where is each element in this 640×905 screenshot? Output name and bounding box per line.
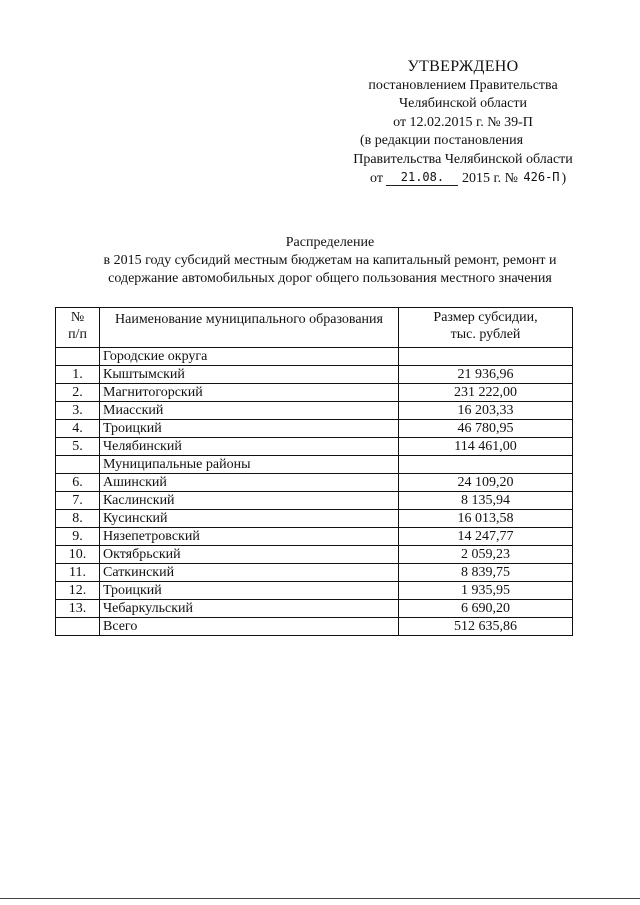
row-value: 24 109,20	[399, 474, 573, 492]
row-number: 4.	[56, 420, 100, 438]
approval-stamp: УТВЕРЖДЕНО	[407, 58, 519, 75]
row-number: 3.	[56, 402, 100, 420]
city-rows	[56, 366, 573, 456]
district-rows	[56, 474, 573, 618]
row-value: 1 935,95	[399, 582, 573, 600]
section-row-city	[56, 348, 573, 366]
table-row	[56, 420, 573, 438]
approval-line-2: Челябинской области	[399, 96, 527, 112]
row-name: Миасский	[100, 402, 399, 420]
section-district-label: Муниципальные районы	[100, 456, 399, 474]
row-value: 231 222,00	[399, 384, 573, 402]
table-row	[56, 600, 573, 618]
approval-block	[338, 58, 588, 188]
table-row	[56, 528, 573, 546]
table-row	[56, 510, 573, 528]
date-suffix: 2015 г. №	[461, 170, 518, 186]
table-row	[56, 366, 573, 384]
row-value: 6 690,20	[399, 600, 573, 618]
row-value: 2 059,23	[399, 546, 573, 564]
row-number: 11.	[56, 564, 100, 582]
date-prefix: от	[370, 170, 383, 186]
row-name: Нязепетровский	[100, 528, 399, 546]
approval-line-4: (в редакции постановления	[360, 133, 524, 149]
row-number: 13.	[56, 600, 100, 618]
row-value: 46 780,95	[399, 420, 573, 438]
row-value: 16 203,33	[399, 402, 573, 420]
row-number: 7.	[56, 492, 100, 510]
row-name: Ашинский	[100, 474, 399, 492]
table-row	[56, 384, 573, 402]
row-number: 2.	[56, 384, 100, 402]
header-number: № п/п	[56, 308, 100, 348]
amendment-date-line	[338, 170, 588, 189]
table-row	[56, 474, 573, 492]
row-name: Чебаркульский	[100, 600, 399, 618]
document-title	[60, 234, 600, 289]
section-row-district	[56, 456, 573, 474]
row-value: 114 461,00	[399, 438, 573, 456]
row-number: 5.	[56, 438, 100, 456]
row-number: 8.	[56, 510, 100, 528]
subsidy-table	[55, 307, 573, 636]
amendment-date: 21.08.	[386, 170, 458, 186]
row-number: 1.	[56, 366, 100, 384]
row-value: 8 839,75	[399, 564, 573, 582]
row-name: Кусинский	[100, 510, 399, 528]
page-edge-line	[0, 898, 640, 899]
title-line-2: в 2015 году субсидий местным бюджетам на капитальный ремонт, ремонт и	[103, 253, 557, 269]
row-name: Челябинский	[100, 438, 399, 456]
row-number: 6.	[56, 474, 100, 492]
header-name: Наименование муниципального образования	[100, 308, 399, 348]
table-row	[56, 438, 573, 456]
row-value: 14 247,77	[399, 528, 573, 546]
row-name: Троицкий	[100, 582, 399, 600]
row-number: 10.	[56, 546, 100, 564]
table-row	[56, 492, 573, 510]
table-header-row	[56, 308, 573, 348]
row-name: Октябрьский	[100, 546, 399, 564]
table-row	[56, 582, 573, 600]
row-name: Кыштымский	[100, 366, 399, 384]
table-row	[56, 546, 573, 564]
row-value: 8 135,94	[399, 492, 573, 510]
section-city-label: Городские округа	[100, 348, 399, 366]
total-row	[56, 618, 573, 636]
row-value: 21 936,96	[399, 366, 573, 384]
total-value: 512 635,86	[399, 618, 573, 636]
table-row	[56, 402, 573, 420]
table-row	[56, 564, 573, 582]
approval-line-1: постановлением Правительства	[368, 77, 558, 93]
row-number: 9.	[56, 528, 100, 546]
row-name: Саткинский	[100, 564, 399, 582]
row-name: Магнитогорский	[100, 384, 399, 402]
approval-line-3: от 12.02.2015 г. № 39-П	[393, 114, 533, 130]
close-paren: )	[561, 170, 567, 186]
title-line-3: содержание автомобильных дорог общего пользования местного значения	[108, 271, 552, 287]
row-number: 12.	[56, 582, 100, 600]
row-name: Каслинский	[100, 492, 399, 510]
approval-line-5: Правительства Челябинской области	[353, 151, 573, 167]
row-name: Троицкий	[100, 420, 399, 438]
row-value: 16 013,58	[399, 510, 573, 528]
amendment-number: 426-П	[523, 169, 560, 184]
title-line-1: Распределение	[285, 235, 375, 250]
header-value: Размер субсидии, тыс. рублей	[399, 308, 573, 348]
total-label: Всего	[100, 618, 399, 636]
